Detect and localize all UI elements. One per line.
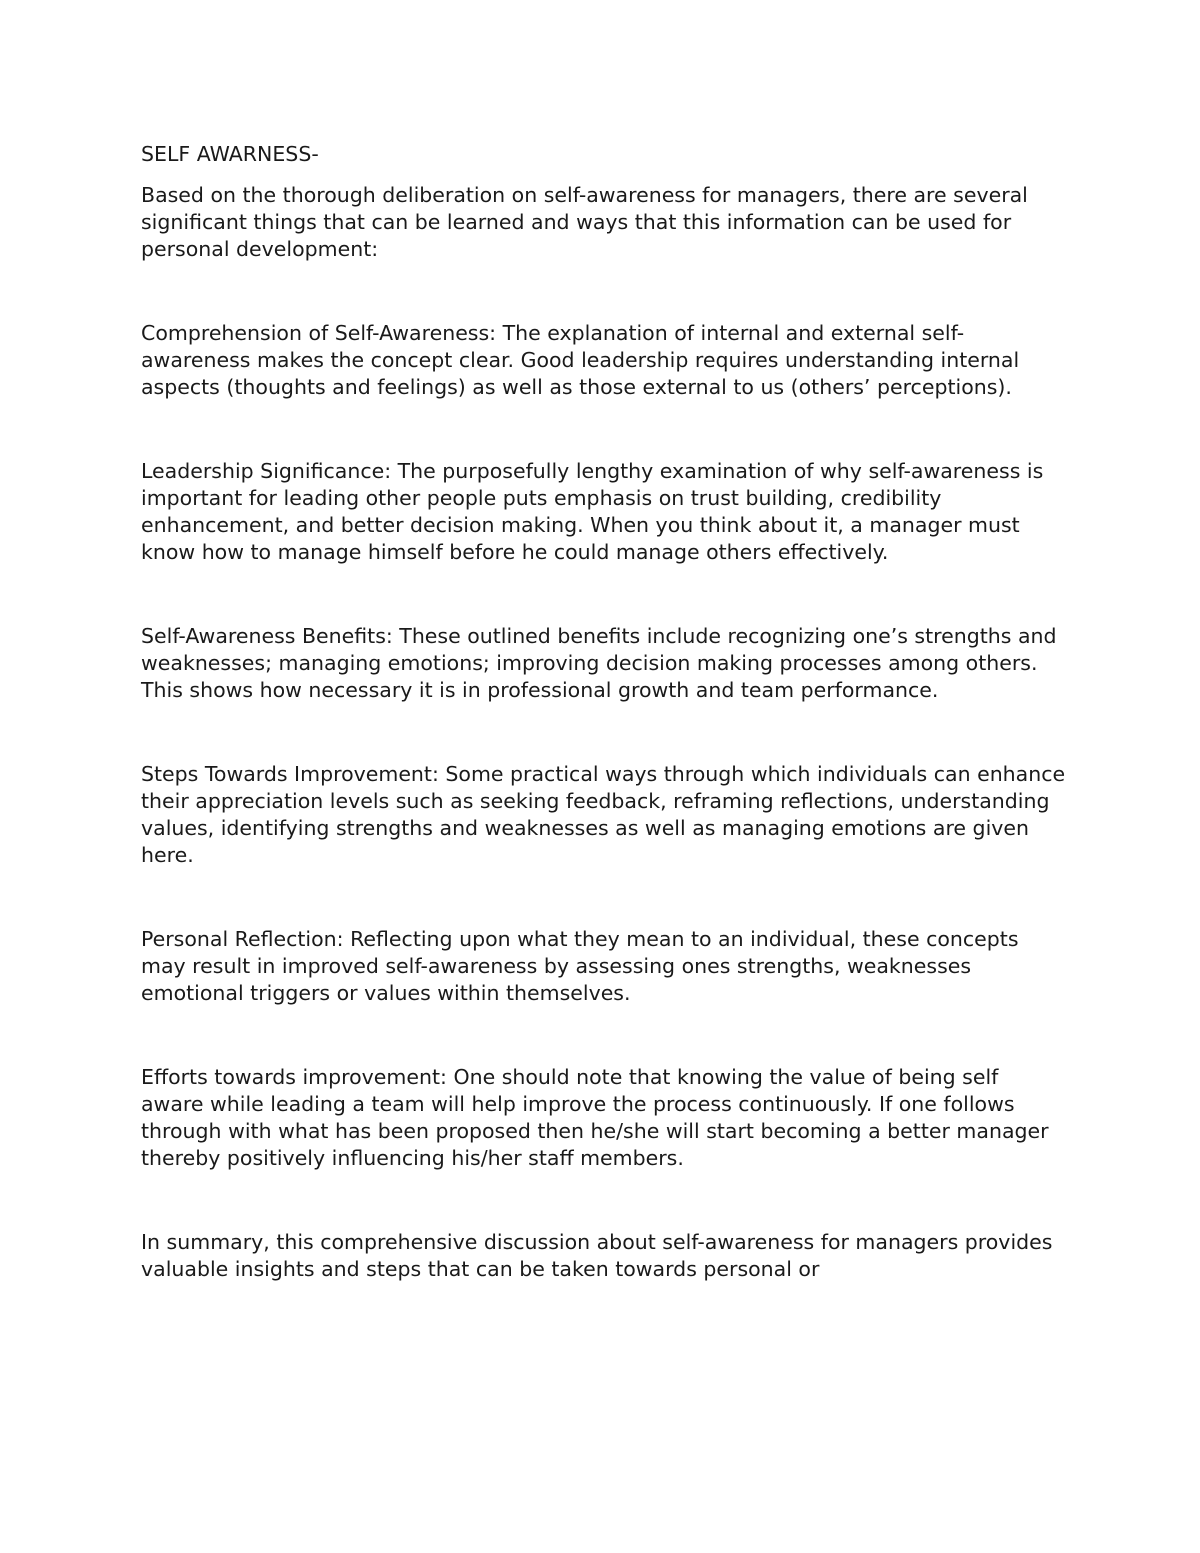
paragraph-benefits: Self-Awareness Benefits: These outlined benefits include recognizing one’s strengths and weaknesses; managing emotions; improving decision making processes among others. This shows how necessary it is in professional growth and team performance. [141,624,1057,702]
paragraph-spacer [141,704,1066,761]
paragraph-spacer [141,263,1066,320]
paragraph-comprehension: Comprehension of Self-Awareness: The explanation of internal and external self-awareness makes the concept clear. Good leadership requires understanding internal aspects (thoughts and feelings) as well as those external to us (others’ perceptions). [141,321,1020,399]
document-body [141,141,1066,1283]
intro-paragraph: Based on the thorough deliberation on self-awareness for managers, there are several significant things that can be learned and ways that this information can be used for personal development: [141,183,1028,261]
paragraph-spacer [141,1172,1066,1229]
document-title: SELF AWARNESS- [141,142,319,166]
paragraph-spacer [141,869,1066,926]
paragraph-steps: Steps Towards Improvement: Some practical ways through which individuals can enhance their appreciation levels such as seeking feedback, reframing reflections, understanding values, identifying strengths and weaknesses as well as managing emotions are given here. [141,762,1066,867]
paragraph-spacer [141,1007,1066,1064]
paragraph-efforts: Efforts towards improvement: One should note that knowing the value of being self aware while leading a team will help improve the process continuously. If one follows through with what has been proposed then he/she will start becoming a better manager thereby positively influencing his/her staff members. [141,1065,1049,1170]
paragraph-leadership-significance: Leadership Significance: The purposefully lengthy examination of why self-awareness is important for leading other people puts emphasis on trust building, credibility enhancement, and better decision making. When you think about it, a manager must know how to manage himself before he could manage others effectively. [141,459,1044,564]
paragraph-spacer [141,566,1066,623]
paragraph-spacer [141,401,1066,458]
paragraph-summary: In summary, this comprehensive discussion about self-awareness for managers provides valuable insights and steps that can be taken towards personal or [141,1230,1053,1281]
paragraph-personal-reflection: Personal Reflection: Reflecting upon what they mean to an individual, these concepts may result in improved self-awareness by assessing ones strengths, weaknesses emotional triggers or values within themselves. [141,927,1019,1005]
